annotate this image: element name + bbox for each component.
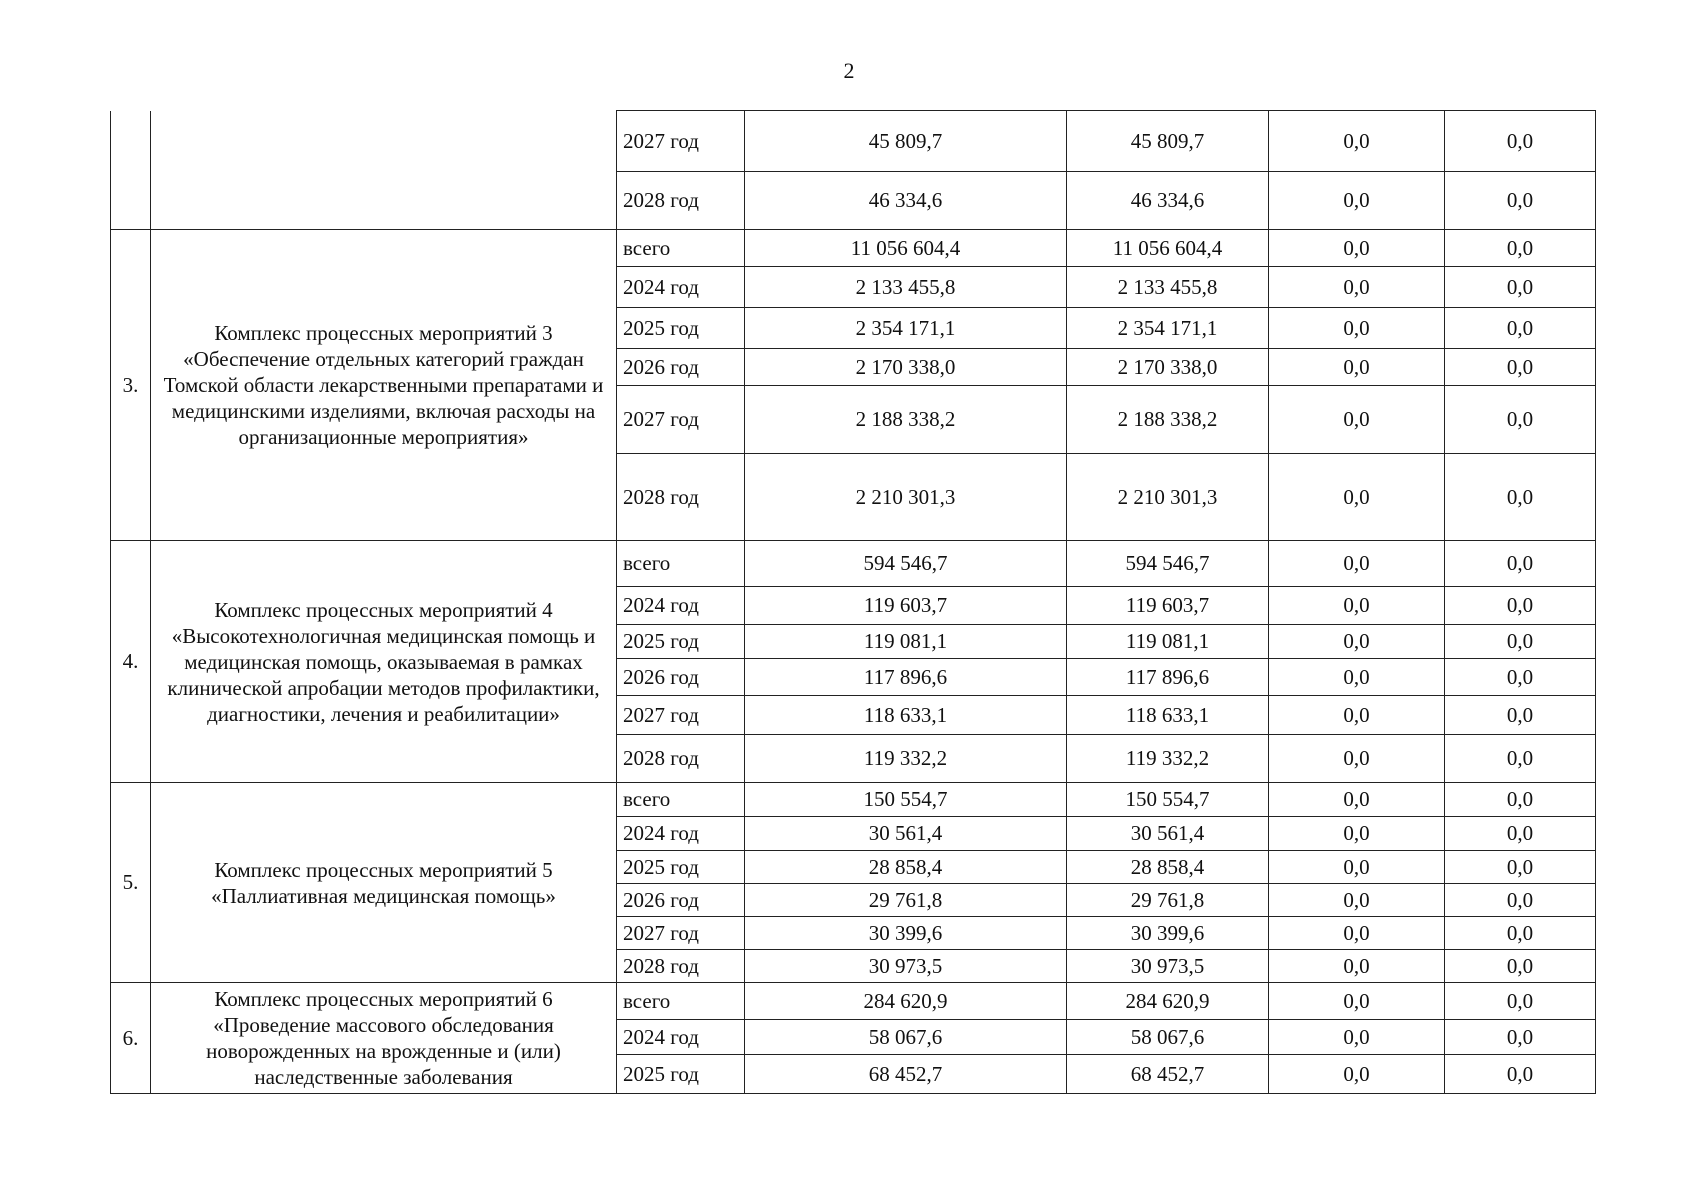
value-cell: 2 354 171,1	[745, 308, 1067, 349]
value-cell: 0,0	[1445, 983, 1596, 1020]
value-cell: 119 332,2	[745, 735, 1067, 783]
value-cell: 0,0	[1445, 817, 1596, 851]
value-cell: 28 858,4	[745, 851, 1067, 884]
period-cell: 2026 год	[617, 659, 745, 696]
value-cell: 0,0	[1269, 950, 1445, 983]
value-cell: 0,0	[1269, 172, 1445, 230]
value-cell: 0,0	[1445, 308, 1596, 349]
value-cell: 119 603,7	[745, 587, 1067, 625]
value-cell: 119 332,2	[1067, 735, 1269, 783]
value-cell: 30 399,6	[1067, 917, 1269, 950]
value-cell: 0,0	[1445, 111, 1596, 172]
value-cell: 0,0	[1269, 230, 1445, 267]
value-cell: 0,0	[1269, 696, 1445, 735]
value-cell: 30 399,6	[745, 917, 1067, 950]
period-cell: 2024 год	[617, 587, 745, 625]
value-cell: 11 056 604,4	[745, 230, 1067, 267]
value-cell: 46 334,6	[1067, 172, 1269, 230]
value-cell: 0,0	[1445, 950, 1596, 983]
value-cell: 0,0	[1269, 454, 1445, 541]
value-cell: 2 210 301,3	[1067, 454, 1269, 541]
value-cell: 2 354 171,1	[1067, 308, 1269, 349]
value-cell: 0,0	[1269, 541, 1445, 587]
value-cell: 0,0	[1445, 625, 1596, 659]
value-cell: 0,0	[1445, 884, 1596, 917]
period-cell: всего	[617, 783, 745, 817]
activity-name-cell: Комплекс процессных мероприятий 6 «Проведение массового обследования новорожденных на врожденные и (или) наследственные заболевания	[151, 983, 617, 1094]
value-cell: 0,0	[1269, 817, 1445, 851]
period-cell: 2028 год	[617, 950, 745, 983]
value-cell: 11 056 604,4	[1067, 230, 1269, 267]
value-cell: 594 546,7	[1067, 541, 1269, 587]
value-cell: 0,0	[1269, 917, 1445, 950]
period-cell: 2027 год	[617, 386, 745, 454]
value-cell: 0,0	[1269, 587, 1445, 625]
value-cell: 29 761,8	[1067, 884, 1269, 917]
value-cell: 30 973,5	[745, 950, 1067, 983]
value-cell: 68 452,7	[745, 1055, 1067, 1094]
value-cell: 0,0	[1269, 349, 1445, 386]
table-row	[111, 783, 1596, 817]
value-cell: 2 133 455,8	[745, 267, 1067, 308]
period-cell: 2025 год	[617, 625, 745, 659]
period-cell: 2026 год	[617, 884, 745, 917]
period-cell: 2027 год	[617, 917, 745, 950]
value-cell: 0,0	[1269, 1020, 1445, 1055]
value-cell: 0,0	[1445, 659, 1596, 696]
period-cell: 2028 год	[617, 454, 745, 541]
value-cell: 119 081,1	[745, 625, 1067, 659]
value-cell: 0,0	[1445, 735, 1596, 783]
period-cell: 2025 год	[617, 308, 745, 349]
value-cell: 150 554,7	[745, 783, 1067, 817]
value-cell: 0,0	[1269, 308, 1445, 349]
period-cell: 2027 год	[617, 696, 745, 735]
value-cell: 0,0	[1445, 230, 1596, 267]
period-cell: 2028 год	[617, 172, 745, 230]
activity-name-cell	[151, 111, 617, 230]
period-cell: 2025 год	[617, 1055, 745, 1094]
period-cell: 2025 год	[617, 851, 745, 884]
row-number-cell: 6.	[111, 983, 151, 1094]
value-cell: 2 210 301,3	[745, 454, 1067, 541]
period-cell: 2024 год	[617, 267, 745, 308]
value-cell: 58 067,6	[1067, 1020, 1269, 1055]
value-cell: 2 188 338,2	[745, 386, 1067, 454]
value-cell: 0,0	[1445, 783, 1596, 817]
value-cell: 0,0	[1445, 917, 1596, 950]
value-cell: 58 067,6	[745, 1020, 1067, 1055]
value-cell: 119 603,7	[1067, 587, 1269, 625]
value-cell: 117 896,6	[745, 659, 1067, 696]
value-cell: 0,0	[1445, 541, 1596, 587]
period-cell: всего	[617, 230, 745, 267]
period-cell: всего	[617, 983, 745, 1020]
row-number-cell	[111, 111, 151, 230]
table-row	[111, 111, 1596, 172]
value-cell: 0,0	[1445, 1020, 1596, 1055]
value-cell: 29 761,8	[745, 884, 1067, 917]
value-cell: 0,0	[1445, 386, 1596, 454]
value-cell: 594 546,7	[745, 541, 1067, 587]
value-cell: 0,0	[1445, 696, 1596, 735]
activity-name-cell: Комплекс процессных мероприятий 3 «Обеспечение отдельных категорий граждан Томской области лекарственными препаратами и медицинскими изделиями, включая расходы на организационные мероприятия»	[151, 230, 617, 541]
value-cell: 45 809,7	[745, 111, 1067, 172]
value-cell: 0,0	[1445, 851, 1596, 884]
row-number-cell: 4.	[111, 541, 151, 783]
value-cell: 30 973,5	[1067, 950, 1269, 983]
value-cell: 0,0	[1445, 587, 1596, 625]
period-cell: всего	[617, 541, 745, 587]
value-cell: 0,0	[1269, 884, 1445, 917]
activity-name-cell: Комплекс процессных мероприятий 5 «Паллиативная медицинская помощь»	[151, 783, 617, 983]
value-cell: 28 858,4	[1067, 851, 1269, 884]
value-cell: 2 133 455,8	[1067, 267, 1269, 308]
period-cell: 2024 год	[617, 1020, 745, 1055]
value-cell: 0,0	[1269, 625, 1445, 659]
row-number-cell: 5.	[111, 783, 151, 983]
value-cell: 0,0	[1445, 1055, 1596, 1094]
table-row	[111, 541, 1596, 587]
value-cell: 30 561,4	[1067, 817, 1269, 851]
value-cell: 0,0	[1445, 454, 1596, 541]
value-cell: 2 170 338,0	[1067, 349, 1269, 386]
value-cell: 118 633,1	[745, 696, 1067, 735]
value-cell: 284 620,9	[745, 983, 1067, 1020]
value-cell: 0,0	[1445, 172, 1596, 230]
period-cell: 2026 год	[617, 349, 745, 386]
period-cell: 2028 год	[617, 735, 745, 783]
table-row	[111, 230, 1596, 267]
value-cell: 0,0	[1269, 659, 1445, 696]
value-cell: 0,0	[1269, 386, 1445, 454]
value-cell: 0,0	[1445, 267, 1596, 308]
value-cell: 0,0	[1445, 349, 1596, 386]
value-cell: 30 561,4	[745, 817, 1067, 851]
activity-name-cell: Комплекс процессных мероприятий 4 «Высокотехнологичная медицинская помощь и медицинская помощь, оказываемая в рамках клинической апробации методов профилактики, диагностики, лечения и реабилитации»	[151, 541, 617, 783]
row-number-cell: 3.	[111, 230, 151, 541]
value-cell: 150 554,7	[1067, 783, 1269, 817]
value-cell: 118 633,1	[1067, 696, 1269, 735]
value-cell: 0,0	[1269, 1055, 1445, 1094]
value-cell: 0,0	[1269, 735, 1445, 783]
value-cell: 0,0	[1269, 267, 1445, 308]
value-cell: 0,0	[1269, 783, 1445, 817]
value-cell: 46 334,6	[745, 172, 1067, 230]
table-row	[111, 983, 1596, 1020]
page-number: 2	[843, 58, 855, 83]
value-cell: 0,0	[1269, 111, 1445, 172]
value-cell: 2 188 338,2	[1067, 386, 1269, 454]
value-cell: 119 081,1	[1067, 625, 1269, 659]
value-cell: 117 896,6	[1067, 659, 1269, 696]
value-cell: 45 809,7	[1067, 111, 1269, 172]
value-cell: 2 170 338,0	[745, 349, 1067, 386]
budget-table	[110, 110, 1596, 1094]
value-cell: 284 620,9	[1067, 983, 1269, 1020]
value-cell: 68 452,7	[1067, 1055, 1269, 1094]
value-cell: 0,0	[1269, 983, 1445, 1020]
period-cell: 2024 год	[617, 817, 745, 851]
period-cell: 2027 год	[617, 111, 745, 172]
value-cell: 0,0	[1269, 851, 1445, 884]
